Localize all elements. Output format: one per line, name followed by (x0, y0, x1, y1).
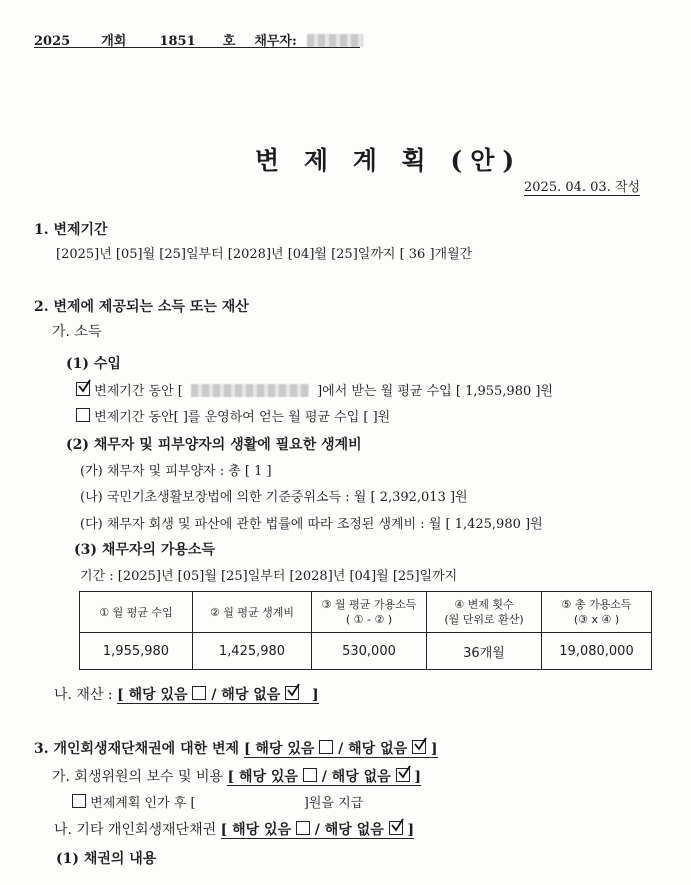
commissioner-no-checkbox[interactable] (396, 768, 410, 782)
table-header-cell: ④ 변제 횟수 (월 단위로 환산) (427, 592, 542, 633)
other-claims-yes-checkbox[interactable] (296, 821, 310, 835)
table-row (80, 633, 652, 670)
table-header-cell: ③ 월 평균 가용소득 ( ① - ② ) (312, 592, 427, 633)
sec3-na-line: 나. 기타 개인회생재단채권 [ 해당 있음 / 해당 없음 ] (54, 819, 414, 839)
sec2-na-property: 나. 재산 : [ 해당 있음 / 해당 없음 ] (54, 684, 319, 704)
table-header-cell: ⑤ 총 가용소득 (③ x ④ ) (542, 592, 652, 633)
checkmark-icon (77, 379, 91, 393)
employer-redacted (191, 384, 309, 397)
sec2-s2-heading: (2) 채무자 및 피부양자의 생활에 필요한 생계비 (66, 437, 362, 453)
property-options: [ 해당 있음 / 해당 없음 ] (117, 687, 319, 704)
commissioner-fee-line: 변제계획 인가 후 [ ]원을 지급 (72, 792, 363, 811)
property-no-checkbox[interactable] (285, 686, 299, 700)
document-title: 변 제 계 획 (안) (255, 146, 523, 175)
table-cell: 1,955,980 (80, 633, 193, 670)
case-number: 1851 (159, 34, 196, 49)
dependents-count: (가) 채무자 및 피부양자 : 총 [ 1 ] (80, 464, 272, 479)
sec2-heading: 2. 변제에 제공되는 소득 또는 재산 (34, 299, 249, 315)
sec1-period: [2025]년 [05]월 [25]일부터 [2028]년 [04]월 [25]일까지 [ 36 ]개월간 (56, 247, 473, 262)
sec3-ga-line: 가. 회생위원의 보수 및 비용 [ 해당 있음 / 해당 없음 ] (52, 766, 421, 786)
table-cell: 1,425,980 (193, 633, 312, 670)
case-ho: 호 (222, 34, 236, 49)
sec3-no-checkbox[interactable] (412, 740, 426, 754)
adjusted-living-cost: (다) 채무자 회생 및 파산에 관한 법률에 따라 조정된 생계비 : 월 [ 1,425,980 ]원 (80, 517, 543, 532)
sec3-heading-line: 3. 개인회생재단채권에 대한 변제 [ 해당 있음 / 해당 없음 ] (34, 738, 438, 758)
business-checkbox[interactable] (76, 408, 90, 422)
sec2-s3-heading: (3) 채무자의 가용소득 (74, 542, 215, 558)
table-header-row (80, 592, 652, 633)
sec2-ga-income: 가. 소득 (52, 324, 102, 340)
checkmark-icon (390, 818, 404, 832)
table-cell: 36개월 (427, 633, 542, 670)
disposable-income-table (79, 591, 652, 670)
checkmark-icon (397, 765, 411, 779)
document-date: 2025. 04. 03. 작성 (524, 176, 640, 196)
sec3-ga-options: [ 해당 있음 / 해당 없음 ] (227, 769, 421, 786)
debtor-label: 채무자: (254, 34, 297, 49)
median-income: (나) 국민기초생활보장법에 의한 기준중위소득 : 월 [ 2,392,013 ]원 (80, 490, 468, 505)
sec2-s1-heading: (1) 수입 (66, 356, 121, 372)
income-option-business: 변제기간 동안[ ]를 운영하여 얻는 월 평균 수입 [ ]원 (76, 406, 390, 425)
disposable-income-period: 기간 : [2025]년 [05]월 [25]일부터 [2028]년 [04]월 [25]일까지 (80, 569, 458, 584)
sec3-options: [ 해당 있음 / 해당 없음 ] (244, 741, 438, 758)
commissioner-yes-checkbox[interactable] (303, 768, 317, 782)
table-header-cell: ② 월 평균 생계비 (193, 592, 312, 633)
sec3-yes-checkbox[interactable] (319, 740, 333, 754)
table-header-cell: ① 월 평균 수입 (80, 592, 193, 633)
salary-checkbox[interactable] (76, 382, 90, 396)
sec3-na-options: [ 해당 있음 / 해당 없음 ] (221, 822, 415, 839)
debtor-name-redacted (307, 34, 363, 47)
sec1-heading: 1. 변제기간 (34, 222, 108, 238)
case-type: 개회 (101, 34, 127, 49)
checkmark-icon (286, 683, 300, 697)
income-option-salary: 변제기간 동안 [ ]에서 받는 월 평균 수입 [ 1,955,980 ]원 (76, 380, 553, 399)
other-claims-no-checkbox[interactable] (389, 821, 403, 835)
table-cell: 530,000 (312, 633, 427, 670)
header-underline (34, 47, 360, 48)
commissioner-fee-checkbox[interactable] (72, 794, 86, 808)
case-year: 2025 (34, 34, 71, 49)
property-yes-checkbox[interactable] (192, 686, 206, 700)
sec3-s1-heading: (1) 채권의 내용 (56, 851, 157, 867)
checkmark-icon (413, 737, 427, 751)
table-cell: 19,080,000 (542, 633, 652, 670)
